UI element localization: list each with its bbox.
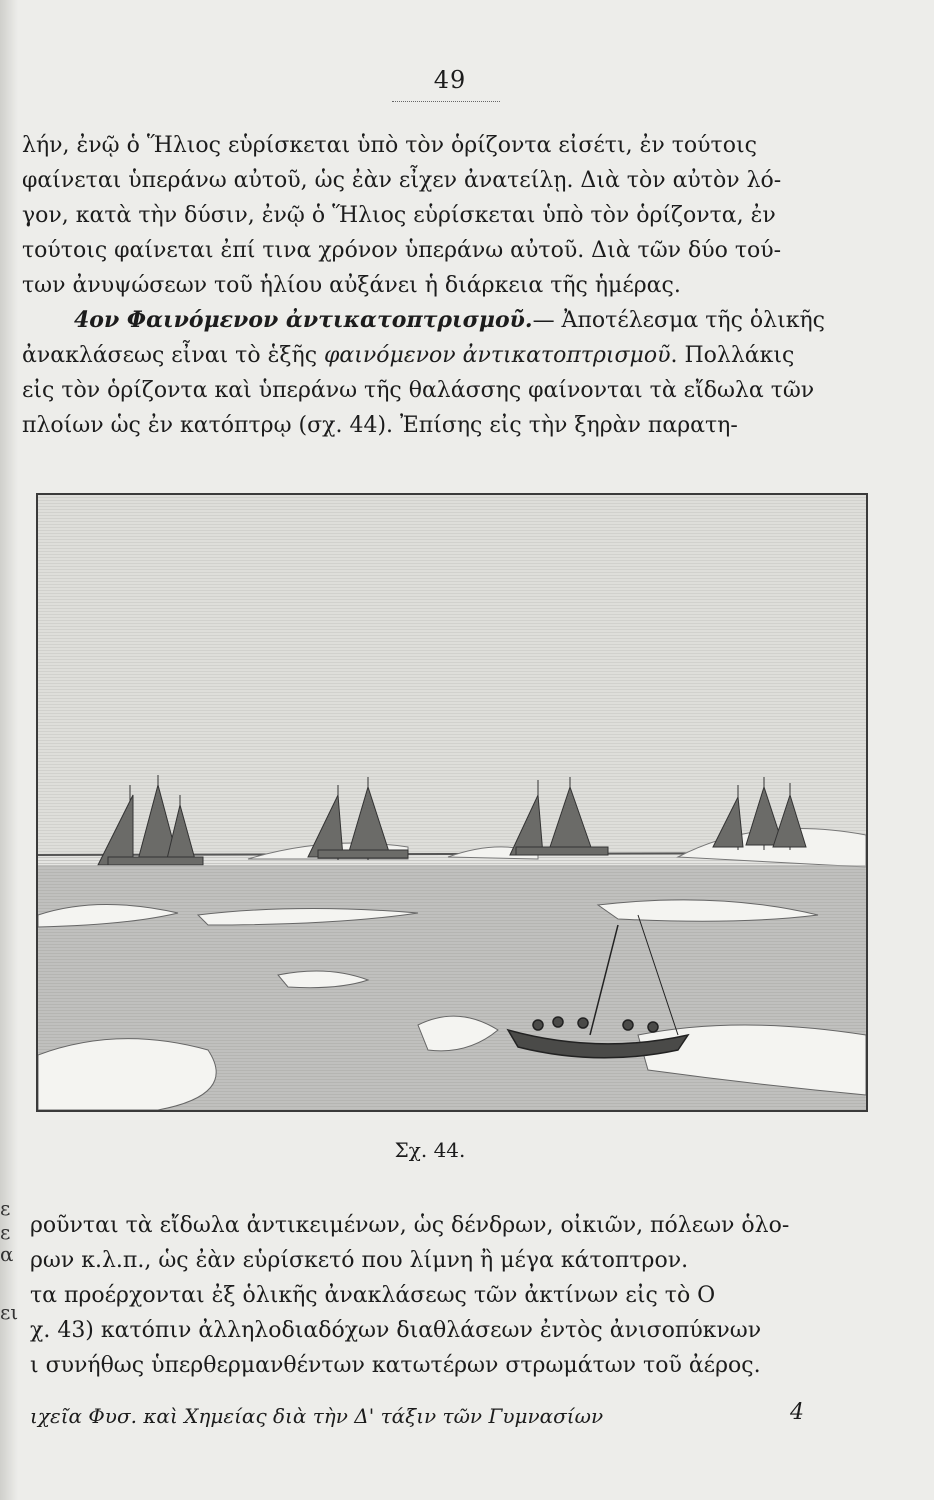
section-heading: 4ον Φαινόμενον ἀντικατοπτρισμοῦ.: [74, 307, 533, 333]
engraving-illustration: [38, 495, 866, 1110]
margin-mark: α: [0, 1242, 14, 1266]
footer-signature-line: ιχεῖα Φυσ. καὶ Χημείας διὰ τὴν Δ' τάξιν τῶν Γυμνασίων: [30, 1404, 604, 1428]
text-line: τούτοις φαίνεται ἐπί τινα χρόνον ὑπεράνω αὐτοῦ. Διὰ τῶν δύο τού-: [22, 238, 782, 263]
text-fragment: ἀνακλάσεως εἶναι τὸ ἑξῆς: [22, 343, 325, 368]
text-line: χ. 43) κατόπιν ἀλληλοδιαδόχων διαθλάσεων ἐντὸς ἀνισοπύκνων: [30, 1318, 762, 1343]
section-line: [22, 303, 852, 338]
figure-caption: Σχ. 44.: [394, 1138, 466, 1162]
text-line: ροῦνται τὰ εἴδωλα ἀντικειμένων, ὡς δένδρων, οἰκιῶν, πόλεων ὁλο-: [30, 1213, 790, 1238]
text-fragment: . Πολλάκις: [670, 343, 795, 368]
text-line: τα προέρχονται ἐξ ὁλικῆς ἀνακλάσεως τῶν ἀκτίνων εἰς τὸ Ο: [30, 1283, 716, 1308]
text-line: φαίνεται ὑπεράνω αὐτοῦ, ὡς ἐὰν εἶχεν ἀνατείλῃ. Διὰ τὸν αὐτὸν λό-: [22, 168, 782, 193]
figure-mirage-engraving: [36, 493, 868, 1112]
page-number: 49: [433, 66, 467, 94]
margin-mark: ε: [0, 1220, 11, 1244]
header-rule: [392, 101, 500, 102]
text-line: ι συνήθως ὑπερθερμανθέντων κατωτέρων στρωμάτων τοῦ ἀέρος.: [30, 1353, 761, 1378]
paragraph-bottom: [30, 1208, 860, 1383]
text-line: πλοίων ὡς ἐν κατόπτρῳ (σχ. 44). Ἐπίσης εἰς τὴν ξηρὰν παρατη-: [22, 413, 738, 438]
text-line: λήν, ἐνῷ ὁ Ἥλιος εὑρίσκεται ὑπὸ τὸν ὁρίζοντα εἰσέτι, ἐν τούτοις: [22, 133, 757, 158]
section-text: — Ἀποτέλεσμα τῆς ὁλικῆς: [532, 308, 825, 333]
footer-signature-mark: 4: [790, 1400, 804, 1425]
text-line: ρων κ.λ.π., ὡς ἐὰν εὑρίσκετό που λίμνη ἢ μέγα κάτοπτρον.: [30, 1248, 689, 1273]
italic-term: φαινόμενον ἀντικατοπτρισμοῦ: [324, 343, 671, 368]
margin-mark: ε: [0, 1196, 11, 1220]
paragraph-top: [22, 128, 852, 443]
margin-mark: ει: [0, 1300, 19, 1324]
page-binding-edge: [0, 0, 18, 1500]
text-line: [22, 338, 852, 373]
text-line: των ἀνυψώσεων τοῦ ἡλίου αὐξάνει ἡ διάρκεια τῆς ἡμέρας.: [22, 273, 681, 298]
text-line: γον, κατὰ τὴν δύσιν, ἐνῷ ὁ Ἥλιος εὑρίσκεται ὑπὸ τὸν ὁρίζοντα, ἐν: [22, 203, 776, 228]
text-line: εἰς τὸν ὁρίζοντα καὶ ὑπεράνω τῆς θαλάσσης φαίνονται τὰ εἴδωλα τῶν: [22, 378, 815, 403]
